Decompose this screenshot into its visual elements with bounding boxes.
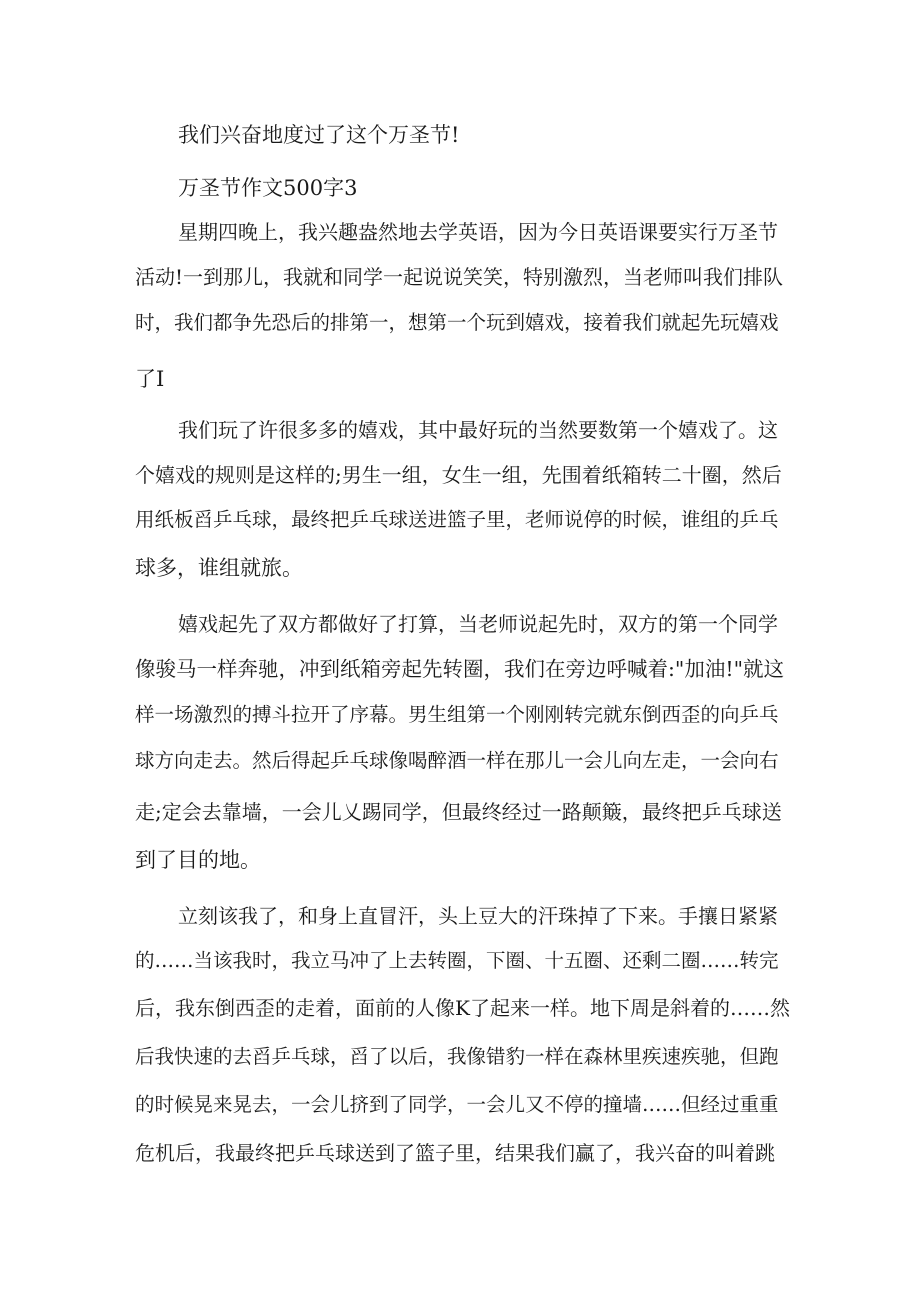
paragraph-2-line-4: 球多，谁组就旅。 bbox=[135, 556, 303, 580]
paragraph-1-line-3: 时，我们都争先恐后的排第一，想第一个玩到嬉戏，接着我们就起先玩嬉戏 bbox=[135, 311, 779, 334]
paragraph-2-line-1: 我们玩了许很多多的嬉戏，其中最好玩的当然要数第一个嬉戏了。这 bbox=[178, 418, 778, 442]
paragraph-3-line-5: 走;定会去靠墙，一会儿乂踢同学，但最终经过一路颠簸，最终把乒乓球送 bbox=[135, 800, 782, 824]
paragraph-4-line-3: 后，我东倒西歪的走着，面前的人像K了起来一样。地下周是斜着的……然 bbox=[135, 996, 790, 1020]
paragraph-4-line-5: 的时候晃来晃去，一会儿挤到了同学，一会儿又不停的撞墙……但经过重重 bbox=[135, 1093, 779, 1116]
paragraph-4-line-1: 立刻该我了，和身上直冒汗，头上豆大的汗珠掉了下来。手攘日紧紧 bbox=[178, 904, 778, 928]
paragraph-4-line-4: 后我快速的去舀乒乓球，舀了以后，我像错豹一样在森林里疾速疾驰，但跑 bbox=[135, 1045, 779, 1068]
paragraph-2-line-2: 个嬉戏的规则是这样的;男生一组，女生一组，先围着纸箱转二十圈，然后 bbox=[135, 463, 782, 487]
paragraph-1-line-2: 活动!一到那儿，我就和同学一起说说笑笑，特别激烈，当老师叫我们排队 bbox=[135, 265, 784, 289]
paragraph-3-line-6: 到了目的地。 bbox=[135, 848, 261, 872]
paragraph-closing-line: 我们兴奋地度过了这个万圣节! bbox=[178, 123, 460, 147]
paragraph-1-line-1: 星期四晚上，我兴趣盎然地去学英语，因为今日英语课要实行万圣节 bbox=[178, 220, 778, 244]
paragraph-3-line-4: 球方向走去。然后得起乒乓球像喝醉酒一样在那儿一会儿向左走，一会向右 bbox=[135, 749, 779, 772]
paragraph-2-line-3: 用纸板舀乒乓球，最终把乒乓球送进篮子里，老师说停的时候，谁组的乒乓 bbox=[135, 508, 779, 531]
paragraph-4-line-2: 的……当该我时，我立马冲了上去转圈，下圈、十五圈、还剩二圈……转完 bbox=[135, 949, 779, 972]
paragraph-3-line-1: 嬉戏起先了双方都做好了打算，当老师说起先时，双方的第一个同学 bbox=[178, 612, 778, 636]
paragraph-3-line-3: 样一场激烈的搏斗拉开了序幕。男生组第一个刚刚转完就东倒西歪的向乒乓 bbox=[135, 703, 779, 726]
paragraph-3-line-2: 像骏马一样奔驰，冲到纸箱旁起先转圈，我们在旁边呼喊着:"加油!"就这 bbox=[135, 657, 785, 681]
paragraph-4-line-6: 危机后，我最终把乒乓球送到了篮子里，结果我们赢了，我兴奋的叫着跳 bbox=[135, 1141, 775, 1165]
essay-title: 万圣节作文500字3 bbox=[178, 176, 358, 200]
paragraph-1-line-4: 了I bbox=[135, 367, 165, 391]
